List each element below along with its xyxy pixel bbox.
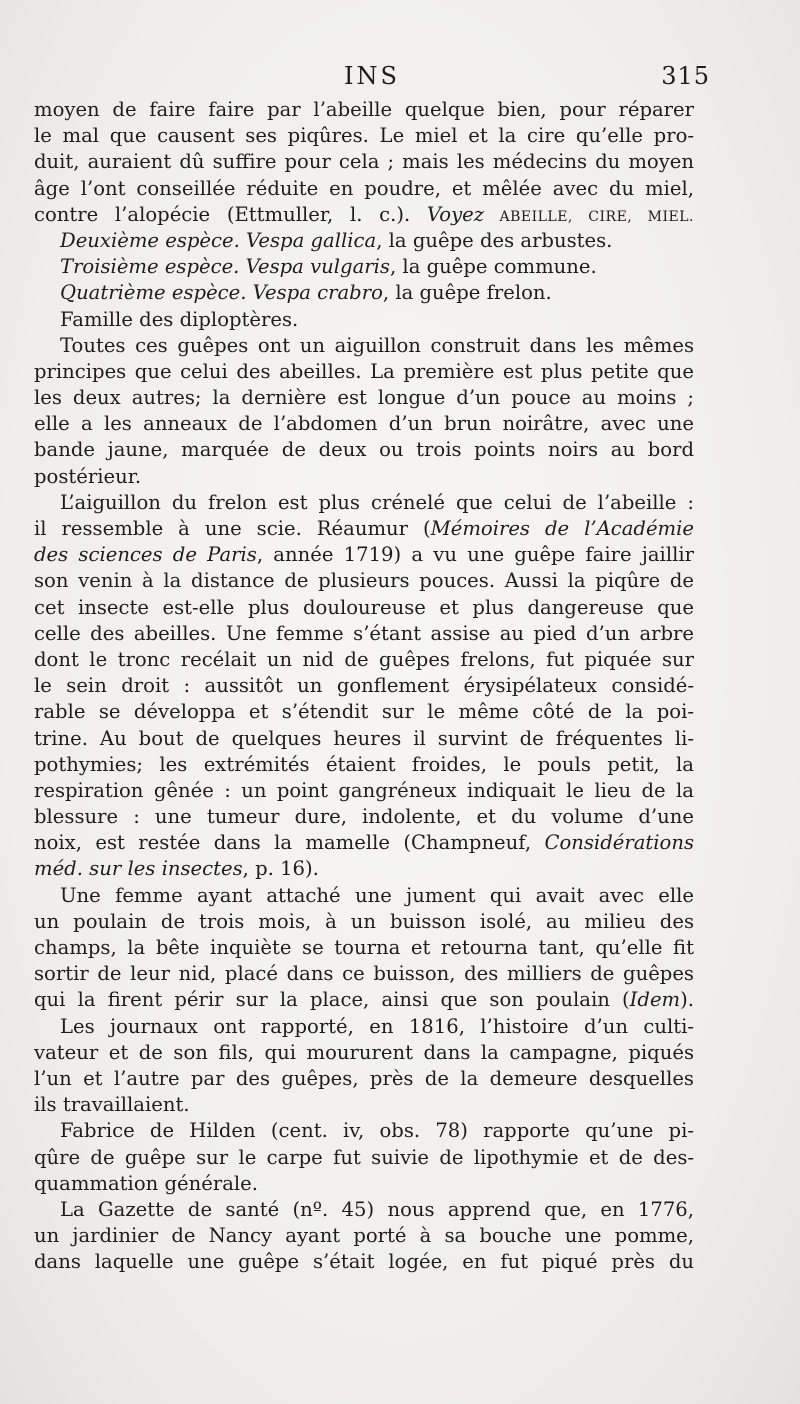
text-segment: cet insecte est-elle plus douloureuse et plus dangereuse que <box>34 595 694 619</box>
text-line <box>34 542 694 568</box>
italic-text: Quatrième espèce. Vespa crabro <box>60 281 383 305</box>
italic-text: Idem <box>629 988 681 1012</box>
text-line <box>34 673 694 699</box>
running-head: INS <box>344 62 400 90</box>
text-line <box>34 1092 694 1118</box>
text-segment: , p. 16). <box>242 857 319 881</box>
italic-text: Deuxième espèce. Vespa gallica <box>60 228 377 252</box>
text-segment: ils travaillaient. <box>34 1093 190 1117</box>
text-line <box>34 568 694 594</box>
text-segment: le mal que causent ses piqûres. Le miel et la cire qu’elle pro- <box>34 124 694 148</box>
text-line <box>34 1197 694 1223</box>
italic-text: Voyez <box>426 202 485 226</box>
text-segment: quammation générale. <box>34 1171 258 1195</box>
italic-text: Considérations <box>544 831 694 855</box>
text-line <box>34 490 694 516</box>
page-number: 315 <box>661 62 710 90</box>
text-segment: postérieur. <box>34 464 142 488</box>
text-segment: un poulain de trois mois, à un buisson isolé, au milieu des <box>34 909 694 933</box>
text-line <box>34 411 694 437</box>
text-line <box>34 830 694 856</box>
small-caps-text: ABEILLE, CIRE, MIEL. <box>484 208 694 225</box>
text-line <box>34 97 694 123</box>
text-line <box>34 437 694 463</box>
text-line <box>34 123 694 149</box>
text-segment: , la guêpe des arbustes. <box>376 228 613 252</box>
text-line <box>34 883 694 909</box>
text-segment: les deux autres; la dernière est longue d’un pouce au moins ; <box>34 386 694 410</box>
text-line <box>34 935 694 961</box>
text-line <box>34 699 694 725</box>
text-segment: rable se développa et s’étendit sur le même côté de la poi- <box>34 700 694 724</box>
text-segment: moyen de faire faire par l’abeille quelque bien, pour réparer <box>34 98 694 121</box>
text-line <box>34 1014 694 1040</box>
text-line <box>34 909 694 935</box>
text-line <box>34 595 694 621</box>
text-segment: vateur et de son fils, qui moururent dans la campagne, piqués <box>34 1040 694 1064</box>
text-line <box>34 280 694 306</box>
text-line <box>34 254 694 280</box>
text-segment: contre l’alopécie (Ettmuller, l. c.). <box>34 202 427 226</box>
text-segment: duit, auraient dû suffire pour cela ; mais les médecins du moyen <box>34 150 694 174</box>
text-line <box>34 987 694 1013</box>
text-segment: le sein droit : aussitôt un gonflement érysipélateux considé- <box>34 674 694 698</box>
text-line <box>34 647 694 673</box>
text-line <box>34 202 694 228</box>
text-line <box>34 778 694 804</box>
text-line <box>34 1040 694 1066</box>
text-segment: blessure : une tumeur dure, indolente, et du volume d’une <box>34 805 694 829</box>
page-header <box>34 62 710 96</box>
text-segment: l’un et l’autre par des guêpes, près de la demeure desquelles <box>34 1066 694 1090</box>
text-segment: , la guêpe frelon. <box>382 281 552 305</box>
text-line <box>34 307 694 333</box>
text-line <box>34 516 694 542</box>
text-line <box>34 359 694 385</box>
text-segment: bande jaune, marquée de deux ou trois points noirs au bord <box>34 438 694 462</box>
text-segment: respiration gênée : un point gangréneux indiquait le lieu de la <box>34 778 694 802</box>
text-segment: Fabrice de Hilden (cent. iv, obs. 78) rapporte qu’une pi- <box>60 1119 694 1143</box>
text-segment: L’aiguillon du frelon est plus crénelé que celui de l’abeille : <box>60 490 694 514</box>
text-segment: elle a les anneaux de l’abdomen d’un brun noirâtre, avec une <box>34 412 694 436</box>
text-segment: La Gazette de santé (nº. 45) nous apprend que, en 1776, <box>60 1197 694 1221</box>
text-line <box>34 1171 694 1197</box>
italic-text: méd. sur les insectes <box>34 857 243 881</box>
text-line <box>34 333 694 359</box>
text-segment: sortir de leur nid, placé dans ce buisson, des milliers de guêpes <box>34 962 694 986</box>
text-segment: un jardinier de Nancy ayant porté à sa bouche une pomme, <box>34 1224 694 1248</box>
text-line <box>34 1118 694 1144</box>
text-segment: qui la firent périr sur la place, ainsi que son poulain ( <box>34 988 630 1012</box>
text-segment: Une femme ayant attaché une jument qui avait avec elle <box>60 883 694 907</box>
text-line <box>34 1249 694 1275</box>
italic-text: des sciences de Paris <box>34 543 257 567</box>
text-line <box>34 961 694 987</box>
text-segment: dans laquelle une guêpe s’était logée, en fut piqué près du <box>34 1250 694 1274</box>
text-segment: dont le tronc recélait un nid de guêpes frelons, fut piquée sur <box>34 647 694 671</box>
text-line <box>34 804 694 830</box>
text-segment: champs, la bête inquiète se tourna et retourna tant, qu’elle fit <box>34 936 694 959</box>
text-line <box>34 176 694 202</box>
text-line <box>34 228 694 254</box>
text-segment: principes que celui des abeilles. La première est plus petite que <box>34 359 694 383</box>
text-segment: il ressemble à une scie. Réaumur ( <box>34 517 431 540</box>
body-text <box>34 97 694 1275</box>
text-line <box>34 464 694 490</box>
text-segment: noix, est restée dans la mamelle (Champneuf, <box>34 831 545 855</box>
italic-text: Mémoires de l’Académie <box>430 517 694 540</box>
text-line <box>34 856 694 882</box>
text-line <box>34 1223 694 1249</box>
text-segment: celle des abeilles. Une femme s’étant assise au pied d’un arbre <box>34 621 694 645</box>
text-segment: qûre de guêpe sur le carpe fut suivie de lipothymie et de des- <box>34 1145 694 1169</box>
text-line <box>34 385 694 411</box>
text-segment: , la guêpe commune. <box>389 255 597 279</box>
text-segment: Famille des diploptères. <box>60 307 299 331</box>
text-segment: Les journaux ont rapporté, en 1816, l’histoire d’un culti- <box>60 1014 694 1038</box>
text-segment: son venin à la distance de plusieurs pouces. Aussi la piqûre de <box>34 569 694 593</box>
text-line <box>34 1066 694 1092</box>
text-line <box>34 1145 694 1171</box>
text-line <box>34 752 694 778</box>
italic-text: Troisième espèce. Vespa vulgaris <box>60 255 390 279</box>
text-line <box>34 621 694 647</box>
text-segment: âge l’ont conseillée réduite en poudre, et mêlée avec du miel, <box>34 176 694 200</box>
text-segment: ). <box>680 988 694 1012</box>
text-segment: trine. Au bout de quelques heures il survint de fréquentes li- <box>34 726 694 750</box>
text-segment: , année 1719) a vu une guêpe faire jaillir <box>256 543 694 567</box>
text-line <box>34 149 694 175</box>
text-segment: Toutes ces guêpes ont un aiguillon construit dans les mêmes <box>60 333 694 357</box>
text-segment: pothymies; les extrémités étaient froides, le pouls petit, la <box>34 752 694 776</box>
text-line <box>34 726 694 752</box>
